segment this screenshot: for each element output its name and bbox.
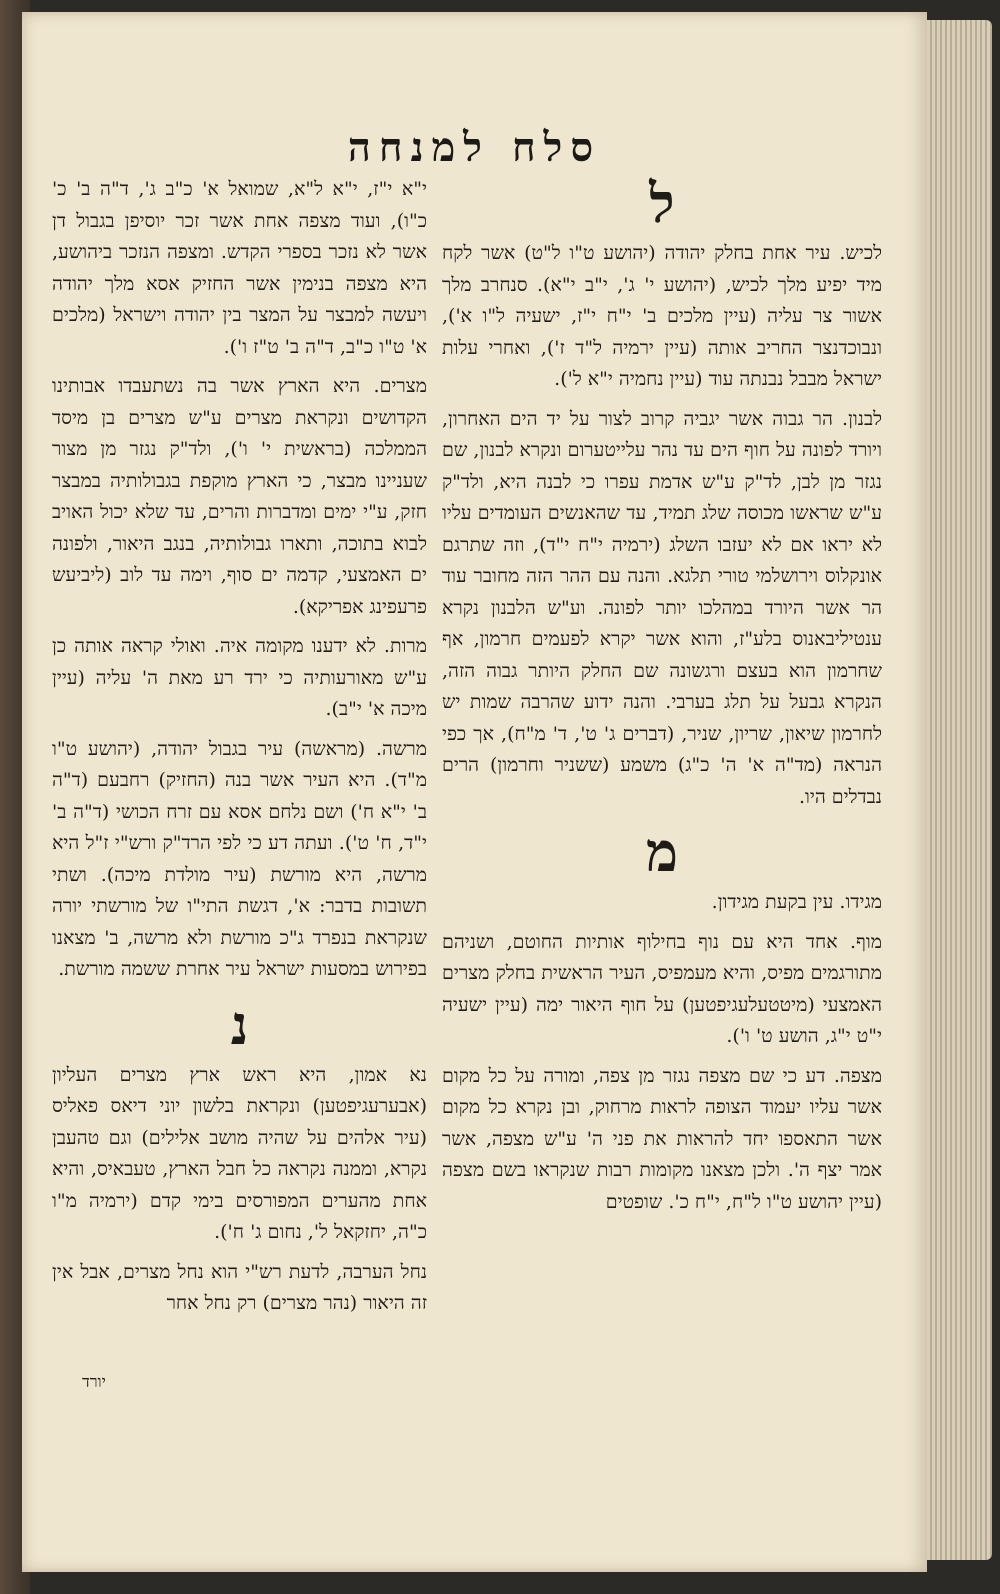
entry-no-amon: נא אמון, היא ראש ארץ מצרים העליון (אבערעגיפטען) ונקראת בלשון יוני דיאס פאליס (עיר אלהים על שהיה מושב אלילים) וגם טהעבן נקרא, וממנה נקראה כל חבל הארץ, טעבאיס, והיא אחת מהערים המפורסים בימי קדם (ירמיה מ"ו כ"ה, יחזקאל ל', נחום ג' ח'). [52, 1063, 427, 1243]
section-letter-nun: נ [230, 992, 249, 1057]
entry-marot: מרות. לא ידענו מקומה איה. ואולי קראה אותה כן ע"ש מאורעותיה כי ירד רע מאת ה' עליה (עיין מיכה א' י"ב). [52, 635, 427, 720]
entry-mitzpe: מצפה. דע כי שם מצפה נגזר מן צפה, ומורה על כל מקום אשר עליו יעמוד הצופה לראות מרחוק, ובן נקרא כל מקום אשר התאספו יחד להראות את פני ה' ע"ש מצפה, אשר אמר יצף ה'. ולכן מצאנו מקומות רבות שנקראו בשם מצפה (עיין יהושע ט"ו ל"ח, י"ח כ'. שופטים [442, 1064, 882, 1213]
entry-mitzrayim: מצרים. היא הארץ אשר בה נשתעבדו אבותינו הקדושים ונקראת מצרים ע"ש מצרים בן מיסד הממלכה (בראשית י' ו'), ולד"ק נגזר מן מצור שעניינו מבצר, כי הארץ מוקפת בגבולותיה במבצר חזק, ע"י ימים ומדברות והרים, עד שלא יכול האויב לבוא בתוכה, ותארו גבולותיה, בנגב היאור, ולפונה ים האמצעי, קדמה ים סוף, וימה עד לוב (ליביעש פרעפינג אפריקא). [52, 375, 427, 618]
book-page [22, 12, 927, 1572]
entry-lachish: לכיש. עיר אחת בחלק יהודה (יהושע ט"ו ל"ט) אשר לקח מיד יפיע מלך לכיש, (יהושע י' ג', י"ב י"א). סנחרב מלך אשור צר עליה (עיין מלכים ב' י"ח י"ז, ישעיה ל"ו א'), ונבוכדנצר החריב אותה (עיין ירמיה ל"ד ז'), ואחרי עלות ישראל מבבל נבנתה עוד (עיין נחמיה י"א ל'). [442, 242, 882, 390]
page-fore-edge [922, 20, 992, 1560]
section-letter-lamed: ל [649, 171, 675, 235]
catchword: יורד [82, 1372, 106, 1391]
entry-mareshah: מרשה. (מראשה) עיר בגבול יהודה, (יהושע ט"ו מ"ד). היא העיר אשר בנה (החזיק) רחבעם (ד"ה ב' י"א ח') ושם נלחם אסא עם זרח הכושי (ד"ה ב' י"ד, ח' ט'). ועתה דע כי לפי הרד"ק ורש"י ז"ל היא מרשה, היא מורשת (עיר מולדת מיכה). ושתי תשובות בדבר: א', דגשת התי"ו של מורשתי יורה שנקראת בנפרד ג"כ מורשת ולא מרשה, ב' מצאנו בפירוש במסעות ישראל עיר אחרת ששמה מורשת. [52, 737, 427, 980]
right-column [442, 172, 882, 1226]
entry-mitzpe-continued: י"א י"ז, י"א ל"א, שמואל א' כ"ב ג', ד"ה ב' כ' כ"ו), ועוד מצפה אחת אשר זכר יוסיפן בגבול דן אשר לא נזכר בספרי הקדש. ומצפה הנזכר ביהושע, היא מצפה בנימין אשר החזיק אסא מלך יהודה ויעשה למבצר על המצר בין יהודה וישראל (מלכים א' ט"ו כ"ב, ד"ה ב' ט"ז ו'). [52, 178, 427, 358]
entry-megiddo: מגידו. עין בקעת מגידון. [711, 891, 882, 913]
left-column [52, 174, 427, 1328]
page-title: סלח למנחה [347, 124, 602, 171]
section-letter-mem: מ [645, 820, 678, 884]
entry-mof: מוף. אחד היא עם נוף בחילוף אותיות החוטם, ושניהם מתורגמים מפיס, והיא מעמפיס, העיר הראשית בחלק מצרים האמצעי (מיטטעלעגיפטען) על חוף היאור ימה (עיין ישעיה י"ט י"ג, הושע ט' ו'). [442, 930, 882, 1047]
entry-nachal-haaravah: נחל הערבה, לדעת רש"י הוא נחל מצרים, אבל אין זה היאור (נהר מצרים) רק נחל אחר [52, 1260, 427, 1314]
entry-levanon: לבנון. הר גבוה אשר יגביה קרוב לצור על יד הים האחרון, ויורד לפונה על חוף הים עד נהר עלייטערום ונקרא לבנון, שם נגזר מן לבן, לד"ק ע"ש אדמת עפרו כי לבנה היא, ולד"ק ע"ש שראשו מכוסה שלג תמיד, עד שהאנשים העומדים עליו לא יראו אם לא יעזבו השלג (ירמיה י"ח י"ד), וזה שתרגם אונקלוס וירושלמי טורי תלגא. והנה עם ההר הזה מחובר עוד הר אשר היורד במהלכו יותר לפונה. וע"ש הלבנון נקרא ענטיליבאנוס בלע"ז, והוא אשר יקרא לפעמים חרמון, אף שחרמון הוא בעצם ורגשונה שם החלק היותר גבוה הזה, הנקרא גבעל על תלג בערבי. והנה ידוע שהרבה שמות יש לחרמון שיאון, שריון, שניר, (דברים ג' ט', ד' מ"ח), אך כפי הנראה (מד"ה א' ה' כ"ג) משמע (ששניר וחרמון) הרים נבדלים היו. [442, 407, 882, 808]
